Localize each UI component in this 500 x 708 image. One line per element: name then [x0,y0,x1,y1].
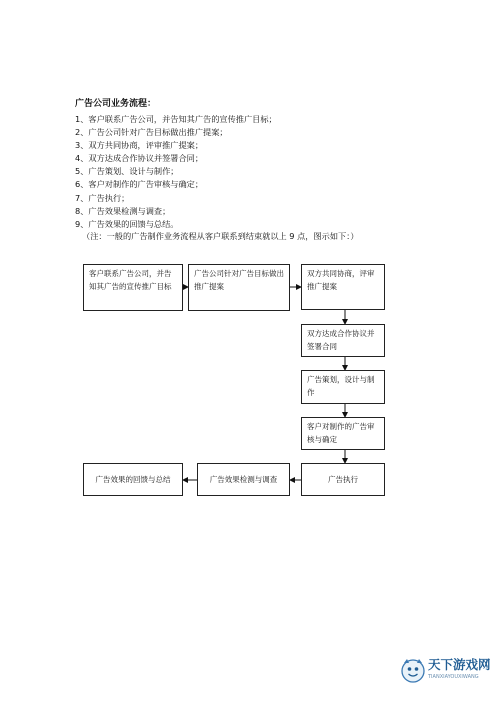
watermark-mascot-icon [398,651,428,691]
flow-box-review: 双方共同协商，评审推广提案 [301,264,385,310]
flow-box-approval: 客户对制作的广告审核与确定 [301,417,385,450]
watermark-subtext: TIANXIAYOUXIWANG [428,674,479,680]
flow-box-feedback: 广告效果的回馈与总结 [83,463,183,496]
flow-box-client-contact: 客户联系广告公司，并告知其广告的宣传推广目标 [83,264,183,311]
flow-box-execution: 广告执行 [301,463,385,496]
flow-note: （注：一般的广告制作业务流程从客户联系到结束就以上 9 点，图示如下：） [82,231,359,241]
flow-box-design: 广告策划，设计与制作 [301,370,385,404]
watermark-logo [398,651,490,691]
flow-box-proposal: 广告公司针对广告目标做出推广提案 [188,264,290,311]
step-item: 9、广告效果的回馈与总结。 [75,218,179,229]
flow-box-contract: 双方达成合作协议并签署合同 [301,324,385,357]
step-item: 4、双方达成合作协议并签署合同； [75,153,204,164]
step-item: 8、广告效果检测与调查； [75,205,171,216]
step-item: 3、双方共同协商，评审推广提案； [75,140,204,151]
watermark-text: 天下游戏网 [428,657,491,672]
step-item: 1、客户联系广告公司，并告知其广告的宣传推广目标； [75,114,277,124]
flow-box-monitoring: 广告效果检测与调查 [197,463,290,496]
step-item: 6、客户对制作的广告审核与确定； [75,179,204,190]
step-item: 5、广告策划、设计与制作； [75,166,179,177]
page-title: 广告公司业务流程： [75,99,157,109]
step-item: 7、广告执行； [75,192,130,203]
step-item: 2、广告公司针对广告目标做出推广提案； [75,127,228,138]
